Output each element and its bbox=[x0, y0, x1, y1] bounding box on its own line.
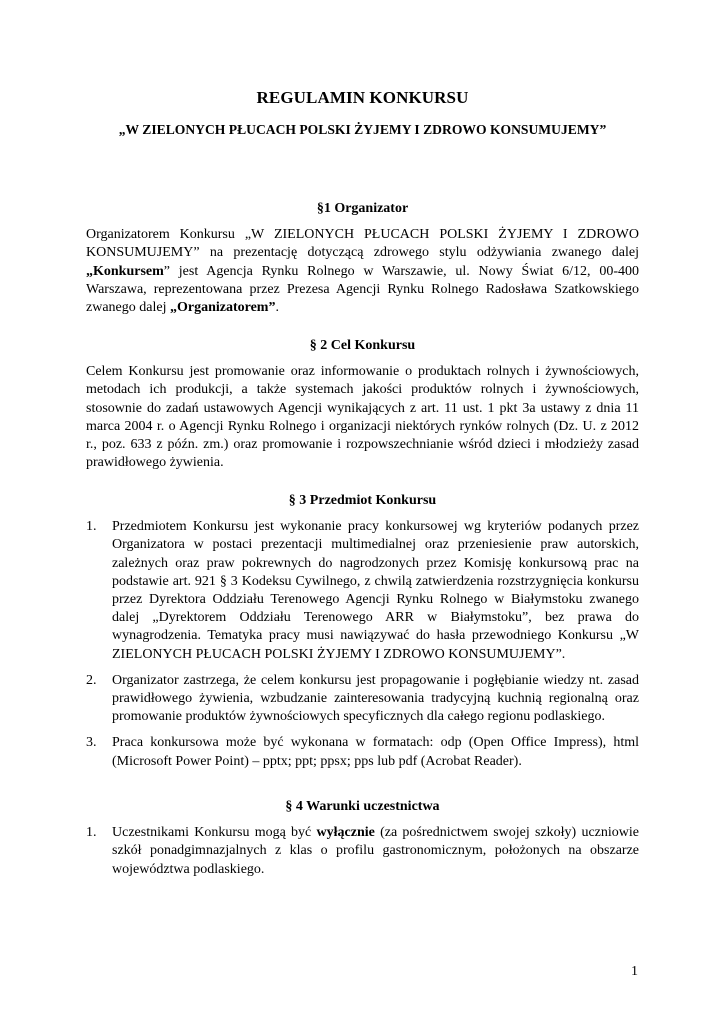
list-item bbox=[86, 518, 639, 664]
section-subject bbox=[86, 492, 639, 779]
bold-term: „Organizatorem” bbox=[169, 300, 276, 316]
section-paragraph: Celem Konkursu jest promowanie oraz informowanie o produktach rolnych i żywnościowych, metodach ich produkcji, a także systemach jakości produktów rolnych i żywnościowych, stosownie do zadań ustawowych Agencji wynikających z art. 11 ust. 1 pkt 3a ustawy z dnia 11 marca 2004 r. o Agencji Rynku Rolnego i organizacji niektórych rynków rolnych (Dz. U. z 2012 r., poz. 633 z późn. zm.) oraz promowanie i rozpowszechnianie wśród dzieci i młodzieży zasad prawidłowego żywienia. bbox=[86, 364, 639, 471]
list-number: 1. bbox=[86, 825, 97, 841]
list-item bbox=[86, 734, 639, 770]
section-heading: § 2 Cel Konkursu bbox=[309, 338, 416, 353]
section-paragraph bbox=[86, 226, 639, 317]
document-subtitle: „W ZIELONYCH PŁUCACH POLSKI ŻYJEMY I ZDROWO KONSUMUJEMY” bbox=[118, 122, 607, 137]
section-organizer bbox=[86, 200, 639, 317]
list-item bbox=[86, 824, 639, 879]
numbered-list bbox=[86, 824, 639, 879]
bold-term: wyłącznie bbox=[316, 825, 375, 841]
section-heading: § 4 Warunki uczestnictwa bbox=[285, 799, 440, 814]
list-item-text: Uczestnikami Konkursu mogą być bbox=[112, 825, 317, 841]
paragraph-text: ” jest Agencja Rynku Rolnego w Warszawie, ul. Nowy Świat 6/12, 00-400 Warszawa, reprezentowana przez Prezesa Agencji Rynku Rolnego Radosława Szatkowskiego zwanego dalej bbox=[86, 263, 639, 316]
list-item-text: Organizator zastrzega, że celem konkursu jest propagowanie i pogłębianie wiedzy nt. zasad prawidłowego żywienia, wzbudzanie zainteresowania tradycyjną kuchnią regionalną oraz promowanie produktów żywnościowych specyficznych dla całego regionu podlaskiego. bbox=[112, 672, 639, 725]
document-title: REGULAMIN KONKURSU bbox=[256, 88, 469, 107]
section-participation bbox=[86, 798, 639, 887]
list-item-text: (za pośrednictwem swojej szkoły) uczniowie szkół ponadgimnazjalnych z klas o profilu gastronomicznym, położonych na obszarze województwa podlaskiego. bbox=[112, 825, 640, 877]
section-heading: § 3 Przedmiot Konkursu bbox=[288, 493, 437, 508]
list-item-text: Praca konkursowa może być wykonana w formatach: odp (Open Office Impress), html (Microsoft Power Point) – pptx; ppt; ppsx; pps lub pdf (Acrobat Reader). bbox=[112, 735, 639, 769]
list-number: 2. bbox=[86, 672, 97, 688]
page-number: 1 bbox=[631, 964, 638, 979]
numbered-list bbox=[86, 518, 639, 771]
list-number: 3. bbox=[86, 735, 97, 751]
section-goal bbox=[86, 337, 639, 472]
bold-term: „Konkursem bbox=[86, 263, 164, 279]
list-number: 1. bbox=[86, 519, 97, 535]
list-item-text: Przedmiotem Konkursu jest wykonanie pracy konkursowej wg kryteriów podanych przez Organizatora w postaci prezentacji multimedialnej oraz przeniesienie praw autorskich, zależnych oraz praw pokrewnych do nagrodzonych przez Komisję konkursową prac na podstawie art. 921 § 3 Kodeksu Cywilnego, z chwilą zatwierdzenia rozstrzygnięcia konkursu przez Dyrektora Oddziału Terenowego Agencji Rynku Rolnego w Białymstoku zwanego dalej „Dyrektorem Oddziału Terenowego ARR w Białymstoku”, bez prawa do wynagrodzenia. Tematyka pracy musi nawiązywać do hasła przewodniego Konkursu „W ZIELONYCH PŁUCACH POLSKI ŻYJEMY I ZDROWO KONSUMUJEMY”. bbox=[112, 519, 639, 662]
section-heading: §1 Organizator bbox=[316, 201, 409, 216]
paragraph-text: . bbox=[275, 300, 279, 316]
paragraph-text: Organizatorem Konkursu „W ZIELONYCH PŁUCACH POLSKI ŻYJEMY I ZDROWO KONSUMUJEMY” na prezentację dotyczącą zdrowego stylu odżywiania zwanego dalej bbox=[86, 227, 639, 261]
list-item bbox=[86, 672, 639, 727]
